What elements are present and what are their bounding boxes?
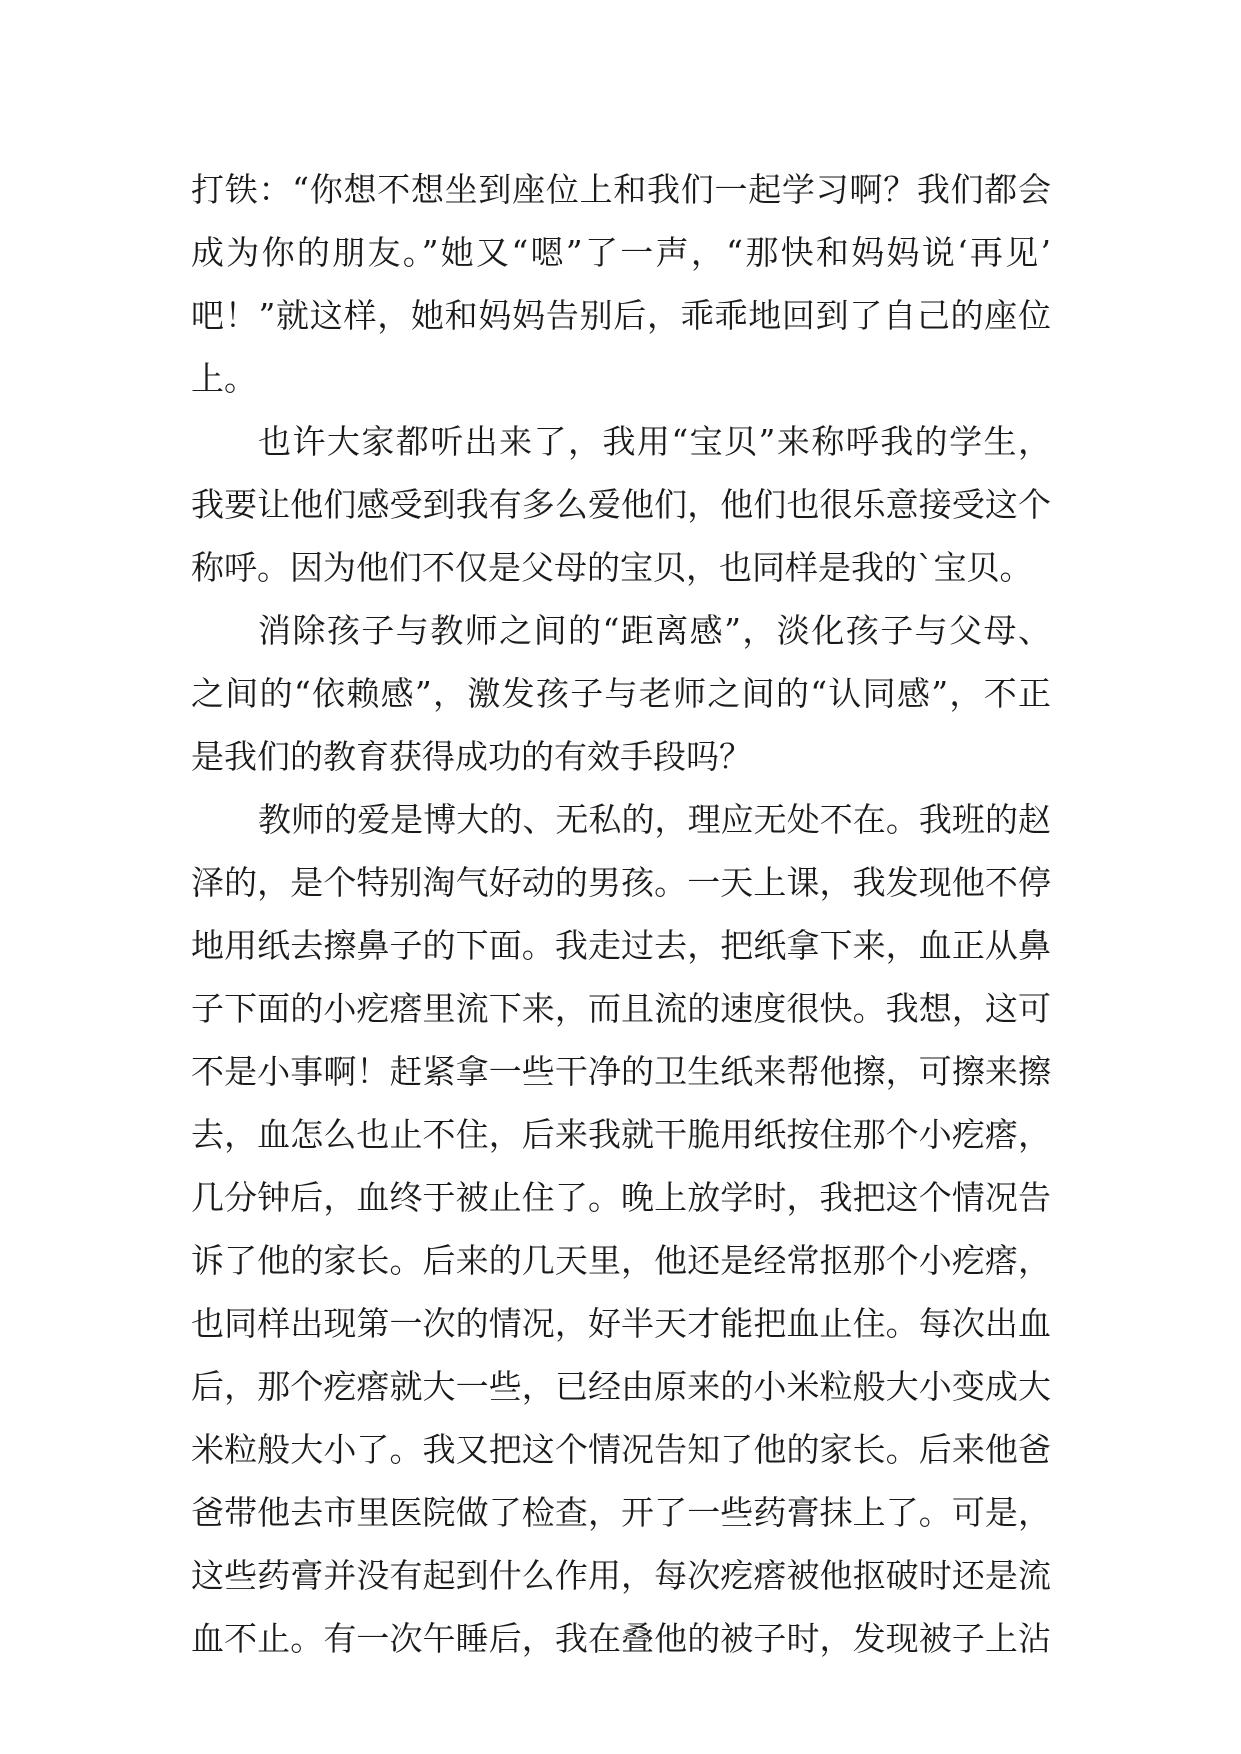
text-line: 也许大家都听出来了，我用“宝贝”来称呼我的学生， <box>258 422 1051 461</box>
text-line: 诉了他的家长。后来的几天里，他还是经常抠那个小疙瘩， <box>191 1241 1051 1280</box>
text-line: 不是小事啊！赶紧拿一些干净的卫生纸来帮他擦，可擦来擦 <box>191 1052 1051 1091</box>
text-line: 也同样出现第一次的情况，好半天才能把血止住。每次出血 <box>191 1304 1051 1343</box>
text-line: 我要让他们感受到我有多么爱他们，他们也很乐意接受这个 <box>191 485 1051 524</box>
text-line: 米粒般大小了。我又把这个情况告知了他的家长。后来他爸 <box>191 1430 1051 1469</box>
text-line: 血不止。有一次午睡后，我在叠他的被子时，发现被子上沾 <box>191 1619 1051 1658</box>
text-line: 上。 <box>191 359 257 398</box>
text-line: 成为你的朋友。”她又“嗯”了一声，“那快和妈妈说‘再见’ <box>191 233 1051 272</box>
text-line: 之间的“依赖感”，激发孩子与老师之间的“认同感”，不正 <box>191 674 1051 713</box>
text-line: 几分钟后，血终于被止住了。晚上放学时，我把这个情况告 <box>191 1178 1051 1217</box>
text-line: 称呼。因为他们不仅是父母的宝贝，也同样是我的`宝贝。 <box>191 548 1033 587</box>
text-line: 教师的爱是博大的、无私的，理应无处不在。我班的赵 <box>258 800 1051 839</box>
text-line: 吧！”就这样，她和妈妈告别后，乖乖地回到了自己的座位 <box>191 296 1051 335</box>
text-line: 子下面的小疙瘩里流下来，而且流的速度很快。我想，这可 <box>191 989 1051 1028</box>
text-line: 爸带他去市里医院做了检查，开了一些药膏抹上了。可是， <box>191 1493 1051 1532</box>
text-line: 消除孩子与教师之间的“距离感”，淡化孩子与父母、 <box>258 611 1051 650</box>
text-line: 地用纸去擦鼻子的下面。我走过去，把纸拿下来，血正从鼻 <box>191 926 1051 965</box>
text-line: 后，那个疙瘩就大一些，已经由原来的小米粒般大小变成大 <box>191 1367 1051 1406</box>
text-line: 打铁：“你想不想坐到座位上和我们一起学习啊？我们都会 <box>191 170 1051 209</box>
text-line: 去，血怎么也止不住，后来我就干脆用纸按住那个小疙瘩， <box>191 1115 1051 1154</box>
text-line: 是我们的教育获得成功的有效手段吗？ <box>191 737 752 776</box>
text-line: 泽的，是个特别淘气好动的男孩。一天上课，我发现他不停 <box>191 863 1051 902</box>
text-line: 这些药膏并没有起到什么作用，每次疙瘩被他抠破时还是流 <box>191 1556 1051 1595</box>
body-text <box>191 158 1051 1670</box>
